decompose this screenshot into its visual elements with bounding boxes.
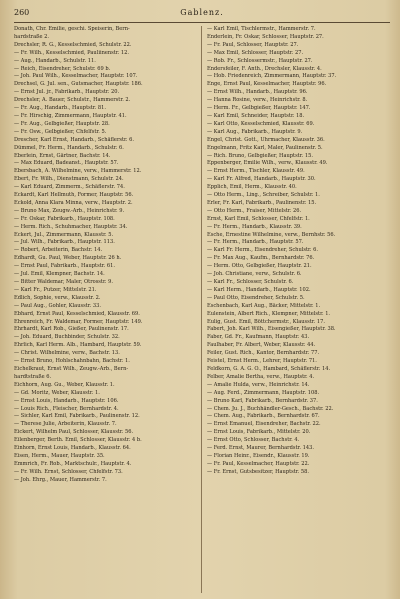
directory-entry: — Chem. Ju. J., Buchhändler-Gesch., Bachstr. 22. bbox=[207, 405, 334, 412]
directory-entry: — Karl Fr. Alfred, Handarb., Hauptstr. 30. bbox=[207, 176, 316, 183]
directory-entry: Ebersbach, A. Wilhelmine, verw., Hammerstr. 12. bbox=[14, 168, 142, 175]
directory-entry: — Bruno Karl, Fabrikarb., Bernhardstr. 37. bbox=[207, 397, 318, 404]
directory-entry: — Fr. Oskar, Fabrikarb., Hauptstr. 108. bbox=[14, 215, 115, 222]
directory-entry: Ernst, Karl Emil, Schlosser, Chfelfstr. 1. bbox=[207, 215, 310, 222]
running-title: Gablenz. bbox=[180, 8, 224, 17]
directory-entry: Eickert, Wilhelm Paul, Schlosser, Klausstr. 56. bbox=[14, 429, 134, 436]
directory-entry: — Fr. Osw., Gelbgießer, Chfelfstr. 5. bbox=[14, 128, 107, 135]
directory-entry: Eichelkraut, Ernst Wilh., Zeugw.-Arb., Bern- bbox=[14, 365, 129, 372]
directory-entry: — Fr. Paul, Schlosser, Hauptstr. 27. bbox=[207, 41, 299, 48]
directory-entry: — Karl Herm., Handarb., Hauptstr. 102. bbox=[207, 286, 311, 293]
directory-entry: Eulenstein, Albert Rich., Klempner, Mittelstr. 1. bbox=[207, 310, 331, 317]
directory-entry: Faber, Gd. Fr., Kaufmann, Hauptstr. 43. bbox=[207, 334, 310, 341]
directory-entry: — Gd. Moritz, Weber, Klausstr. 1. bbox=[14, 389, 100, 396]
directory-entry: — Chem. Aug., Fabrikarb., Bernhardstr. 67. bbox=[207, 413, 320, 420]
directory-entry: Drechsler, R. G., Kesselschmied, Schulstr. 22. bbox=[14, 41, 132, 48]
directory-entry: — Ernst Otto, Schlosser, Bachstr. 4. bbox=[207, 437, 300, 444]
directory-entry: — Joh. Eduard, Buchbinder, Schulstr. 32. bbox=[14, 334, 120, 341]
directory-entry: — Fr. Max Aug., Kaufm., Bernhardstr. 76. bbox=[207, 255, 315, 262]
directory-entry: Ehrhardt, Karl Rob., Gießer, Paulinenstr. 17. bbox=[14, 326, 129, 333]
directory-entry: — Fr. Ernst, Gutsbesitzer, Hauptstr. 58. bbox=[207, 468, 310, 475]
directory-entry: — Aug., Handarb., Schulstr. 11. bbox=[14, 57, 96, 64]
directory-entry: — Fr. Paul, Kesselmacher, Hauptstr. 22. bbox=[207, 460, 310, 467]
directory-entry: Drechsler, A. Bauer, Schulstr., Hammerstr. 2. bbox=[14, 97, 131, 104]
directory-entry: — Karl Aug., Fabrikarb., Hauptstr. 9. bbox=[207, 128, 303, 135]
directory-entry: Eisen, Herm., Mauer, Hauptstr. 35. bbox=[14, 452, 105, 459]
directory-entry: — Fr. Wilh. Ernst, Schlosser, Chfelfstr. 73. bbox=[14, 468, 123, 475]
directory-entry: — Paul Otto, Eisendreher, Schulstr. 5. bbox=[207, 294, 305, 301]
directory-entry: — Bitter Waldemar, Maler, Otrosstr. 9. bbox=[14, 279, 113, 285]
directory-entry: — Rob. Fr., Schlossermstr., Hauptstr. 27. bbox=[207, 57, 313, 64]
directory-entry: — Fr. Aug., Handarb., Hauptstr. 81. bbox=[14, 105, 106, 112]
header-rule bbox=[14, 22, 390, 23]
directory-entry: — Joh. Paul Wilh., Kesselmacher, Hauptstr. 107. bbox=[14, 73, 138, 80]
directory-entry: — Aug. Ferd., Zimmermann, Hauptstr. 108. bbox=[207, 389, 320, 396]
directory-entry: Esche, Ernestine Wilhelmine, verw., Bernhstr. 56. bbox=[207, 231, 336, 238]
directory-entry: — Max Emil, Schlosser, Hauptstr. 27. bbox=[207, 49, 304, 56]
directory-entry: — Jul. Emil, Klempner, Bachstr. 14. bbox=[14, 271, 105, 278]
directory-entry: Eilenberger, Berth. Emil, Schlosser, Klausstr. 4 b. bbox=[14, 437, 142, 444]
directory-entry: — Ernst Bruno, Hohlschahnbahn, Bachstr. 1. bbox=[14, 358, 130, 365]
directory-entry: — Joh. Ehrg., Mauer, Hammerstr. 7. bbox=[14, 476, 107, 483]
directory-entry: — Fr. Herm., Handarb., Klausstr. 39. bbox=[207, 223, 302, 230]
page-number: 260 bbox=[14, 8, 30, 17]
directory-entry: — Karl Fr. Herm., Eisendreher, Schulstr. 6. bbox=[207, 247, 319, 254]
directory-entry: — Paul Aug., Gohler, Klausstr. 33. bbox=[14, 302, 101, 309]
directory-entry: — Ernst Jul. jr., Fabrikarb., Hauptstr. 20. bbox=[14, 89, 120, 96]
directory-entry: Ebhard, Ernst Paul, Kesselschmied, Klausstr. 69. bbox=[14, 310, 140, 317]
directory-entry: Ebert, Fr. Wilh., Dienstmann, Schulstr. 24. bbox=[14, 176, 124, 183]
directory-entry: Einhorn, Ernst Louis, Handarb., Klausstr. 64. bbox=[14, 445, 131, 452]
directory-entry: — Ernst Herm., Tischler, Klausstr. 49. bbox=[207, 168, 305, 175]
directory-entry: Enderlein, Fr. Oskar, Schlosser, Hauptstr. 27. bbox=[207, 33, 324, 40]
directory-entry: Epplich, Emil, Herm., Klausstr. 40. bbox=[207, 184, 297, 191]
directory-entry: — Reich, Eisendreher, Schulstr. 69 b. bbox=[14, 65, 111, 72]
directory-entry: — Karl Emil, Schneider, Hauptstr. 18. bbox=[207, 112, 305, 119]
directory-entry: Drechsel, G. Jul. sen., Gutsmacher, Hauptstr. 186. bbox=[14, 81, 143, 88]
directory-entry: — Ernst Wilh., Handarb., Hauptstr. 96. bbox=[207, 89, 308, 96]
directory-entry: Erler, Fr. Karl, Fabrikarb., Paulinenstr. 15. bbox=[207, 199, 317, 206]
directory-entry: Eichhorn, Aug. Gu., Weber, Klausstr. 1. bbox=[14, 381, 115, 388]
directory-entry: — Ernst Paul, Fabrikarb., Hauptstr. 61. bbox=[14, 263, 115, 270]
directory-entry: Eschenbach, Karl Aug., Bäcker, Mittelstr. 1. bbox=[207, 302, 321, 309]
directory-entry: — Therese Julie, Arbeiterin, Klausstr. 7. bbox=[14, 421, 117, 428]
directory-entry: — Karl Otto, Kesselschmied, Klausstr. 69. bbox=[207, 120, 315, 127]
directory-entry: Eulig, Gust. Emil, Böttchermstr., Klausstr. 17. bbox=[207, 318, 326, 325]
directory-entry: — Fr. Aug., Gelbgießer, Hauptstr. 28. bbox=[14, 120, 110, 127]
directory-entry: — Hob. Friedenreich, Zimmermann, Hauptstr. 37. bbox=[207, 73, 337, 80]
directory-entry: — Ernst Louis, Fabrikarb., Mittelstr. 20. bbox=[207, 429, 311, 436]
directory-entry: — Amalie Hulda, verw., Heinrichstr. 14. bbox=[207, 381, 310, 388]
directory-entry: — Florian Heinr., Eisendr., Klausstr. 19. bbox=[207, 452, 310, 459]
directory-entry: Eckardt, Karl Hellmuth, Former, Hauptstr. 56. bbox=[14, 192, 134, 199]
directory-entry: Engelmann, Fritz Karl, Maler, Paulinenstr. 5. bbox=[207, 144, 323, 151]
left-column bbox=[14, 26, 201, 593]
directory-entry: — Joh. Christiane, verw., Schulstr. 6. bbox=[207, 271, 302, 278]
directory-entry: — Ernst Emanuel, Eisendreher, Bachstr. 22. bbox=[207, 421, 321, 428]
directory-entry: Engel, Christ. Gott., Uhrmacher, Klausstr. 36. bbox=[207, 136, 325, 143]
directory-entry: — Herm. Rich., Schuhmacher, Hauptstr. 34. bbox=[14, 223, 128, 230]
directory-entry: — Christ. Wilhelmine, verw., Bachstr. 13. bbox=[14, 350, 120, 357]
right-column bbox=[201, 26, 390, 593]
directory-entry: — Otto Herm., Fraiser, Mittelstr. 26. bbox=[207, 207, 302, 214]
directory-entry: Drescher, Karl Ernst, Handarb., Schäflerstr. 6. bbox=[14, 136, 135, 143]
directory-entry: — Fr. Herm., Handarb., Hauptstr. 57. bbox=[207, 239, 304, 246]
directory-entry: — Karl Fr., Schlosser, Schulstr. 6. bbox=[207, 279, 294, 285]
directory-entry: Eberlein, Ernst, Gärtner, Bachstr. 14. bbox=[14, 152, 111, 159]
directory-entry: Faulhaber, Fr. Albert, Weber, Klausstr. 44. bbox=[207, 342, 316, 349]
directory-entry: — Jul. Wilh., Fabrikarb., Hauptstr. 113. bbox=[14, 239, 115, 246]
directory-entry: — Rich. Bruno, Gelbgießer, Hauptstr. 15. bbox=[207, 152, 313, 159]
directory-entry: Endersfeiler, F. Anth., Drechsler, Klausstr. 4. bbox=[207, 65, 322, 72]
directory-entry: Ehrlich, Karl Herm. Alb., Hambard, Hauptstr. 59. bbox=[14, 342, 142, 349]
directory-entry: — Max Eduard, Badeanst., Hauptstr. 57. bbox=[14, 160, 119, 167]
directory-entry: — Herm. Fr., Gelbgießer, Hauptstr. 147. bbox=[207, 105, 311, 112]
directory-entry: — Louis Rich., Fleischer, Bernhardstr. 4. bbox=[14, 405, 119, 412]
directory-entry: Edhardt, Gu. Paul, Weber, Hauptstr. 26 h. bbox=[14, 255, 122, 262]
entry-columns bbox=[14, 26, 390, 593]
page-header bbox=[14, 6, 390, 20]
directory-entry: Enge, Ernst Paul, Kesselmacher, Hauptstr. 96. bbox=[207, 81, 327, 88]
directory-entry: Fabert, Joh. Karl Wilh., Eisengießer, Hauptstr. 38. bbox=[207, 326, 336, 333]
directory-entry: Feiler, Gust. Rich., Kantor, Bernhardstr. 77. bbox=[207, 350, 320, 357]
directory-entry: — Robert, Arbeiterin, Bachstr. 14. bbox=[14, 247, 103, 254]
directory-entry: Feistel, Ernst Herm., Lehrer, Hauptstr. 71. bbox=[207, 358, 317, 365]
directory-entry: — Fr. Hirschig, Zimmermann, Hauptstr. 41. bbox=[14, 112, 127, 119]
directory-entry: Feldkorn, G. A. G. O., Hambard, Schäflerstr. 14. bbox=[207, 365, 331, 372]
directory-entry: — Karl Emil, Tischlermstr., Hammerstr. 7. bbox=[207, 26, 316, 32]
directory-entry: — Sichler, Karl Emil, Fabrikarb., Paulinenstr. 12. bbox=[14, 413, 140, 420]
directory-entry: — Herm. Otto, Gelbgießer, Hauptstr. 21. bbox=[207, 263, 312, 270]
directory-entry: — Ferd. Ernst, Maurer, Bernhardstr. 143. bbox=[207, 445, 314, 452]
directory-entry: — Otto Herm., Ling., Schreiber, Schulstr. 1. bbox=[207, 192, 320, 199]
directory-entry: — Bruno Max, Zeugw.-Arb., Heinrichstr. 9. bbox=[14, 207, 125, 214]
directory-entry: — Hanna Rosine, verw., Heinrichstr. 8. bbox=[207, 97, 308, 104]
directory-entry: Edlich, Sophie, verw., Klausstr. 2. bbox=[14, 294, 101, 301]
directory-entry: hardstraße 2. bbox=[14, 33, 50, 40]
directory-entry: — Karl Eduard, Zimmerm., Schäflerstr. 74. bbox=[14, 184, 125, 191]
directory-entry: Donath, Chr. Emilie, geschi. Speiserin, Bern- bbox=[14, 26, 130, 32]
directory-entry: Emmrich, Fr. Rob., Marktschulr., Hauptstr. 4. bbox=[14, 460, 132, 467]
directory-entry: hardtstraße 6. bbox=[14, 373, 52, 380]
directory-entry: — Ernst Louis, Handarb., Hauptstr. 106. bbox=[14, 397, 119, 404]
directory-entry: Eppenberger, Emilie Wilh., verw., Klausstr. 49. bbox=[207, 160, 328, 167]
directory-entry: Eckert, Jul., Zimmermann, Klausstr. 5. bbox=[14, 231, 114, 238]
directory-entry: Eckold, Anna Klara Minna, verw., Hauptstr. 2. bbox=[14, 199, 133, 206]
directory-entry: Ehrenreich, Fr. Waldemar, Former, Hauptstr. 149. bbox=[14, 318, 143, 325]
directory-entry: Dümmel, Fr. Herm., Handarb., Schulstr. 6. bbox=[14, 144, 124, 151]
directory-entry: Felber, Amalie Bertha, verw., Hauptstr. 4. bbox=[207, 373, 315, 380]
directory-entry: — Karl Fr., Putzer, Mittelstr. 21. bbox=[14, 286, 97, 293]
directory-entry: — Fr. Wilh., Kesselschmied, Pauliinenstr. 12. bbox=[14, 49, 130, 56]
